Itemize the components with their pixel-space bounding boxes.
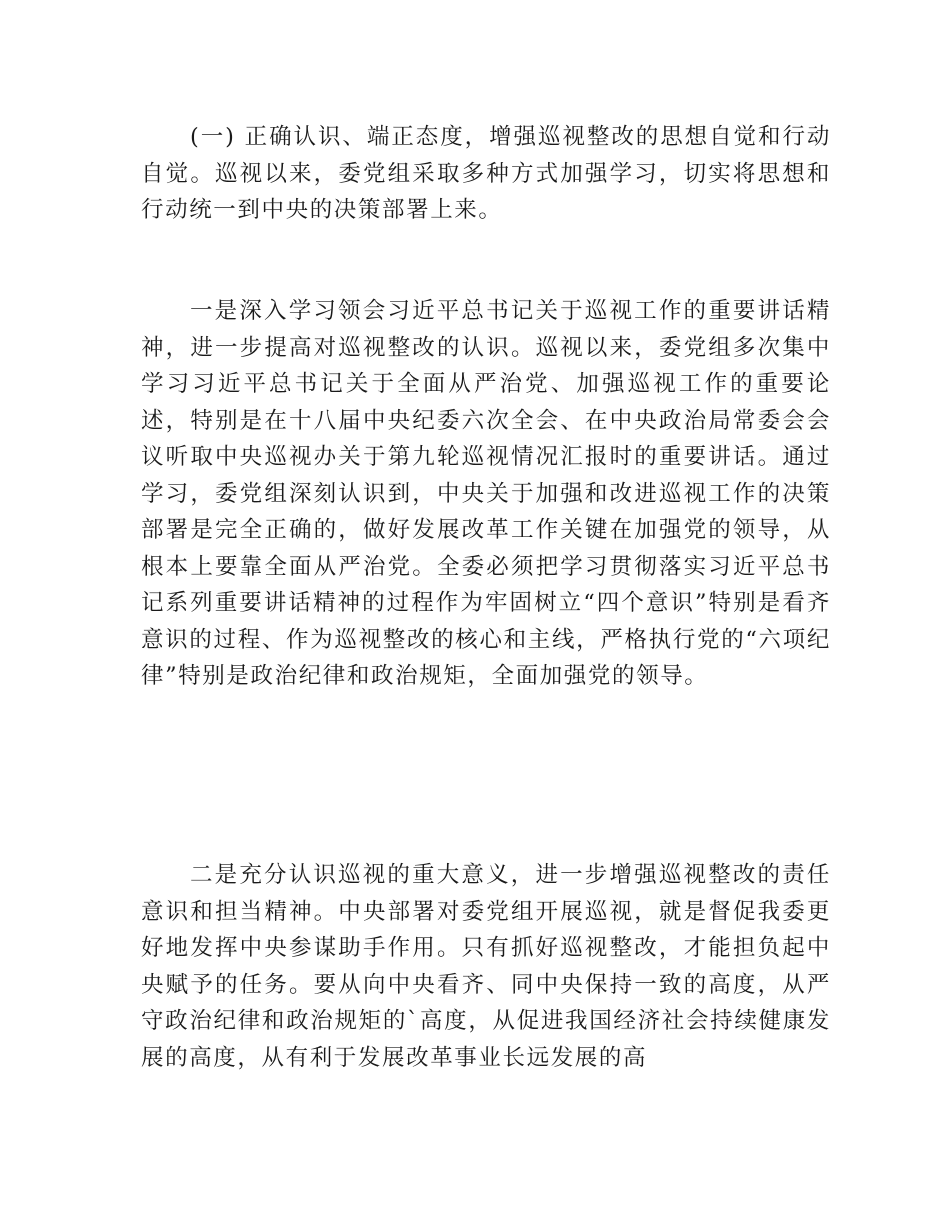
paragraph-correct-understanding: (一) 正确认识、端正态度，增强巡视整改的思想自觉和行动自觉。巡视以来，委党组采取多种方式加强学习，切实将思想和行动统一到中央的决策部署上来。 — [141, 124, 831, 223]
paragraph-study-speech: 一是深入学习领会习近平总书记关于巡视工作的重要讲话精神，进一步提高对巡视整改的认识。巡视以来，委党组多次集中学习习近平总书记关于全面从严治党、加强巡视工作的重要论述，特别是在十八届中央纪委六次全会、在中央政治局常委会会议听取中央巡视办关于第九轮巡视情况汇报时的重要讲话。通过学习，委党组深刻认识到，中央关于加强和改进巡视工作的决策部署是完全正确的，做好发展改革工作关键在加强党的领导，从根本上要靠全面从严治党。全委必须把学习贯彻落实习近平总书记系列重要讲话精神的过程作为牢固树立“四个意识”特别是看齐意识的过程、作为巡视整改的核心和主线，严格执行党的“六项纪律”特别是政治纪律和政治规矩，全面加强党的领导。 — [141, 298, 831, 689]
paragraph-significance: 二是充分认识巡视的重大意义，进一步增强巡视整改的责任意识和担当精神。中央部署对委党组开展巡视，就是督促我委更好地发挥中央参谋助手作用。只有抓好巡视整改，才能担负起中央赋予的任务。要从向中央看齐、同中央保持一致的高度，从严守政治纪律和政治规矩的`高度，从促进我国经济社会持续健康发展的高度，从有利于发展改革事业长远发展的高 — [141, 862, 831, 1071]
